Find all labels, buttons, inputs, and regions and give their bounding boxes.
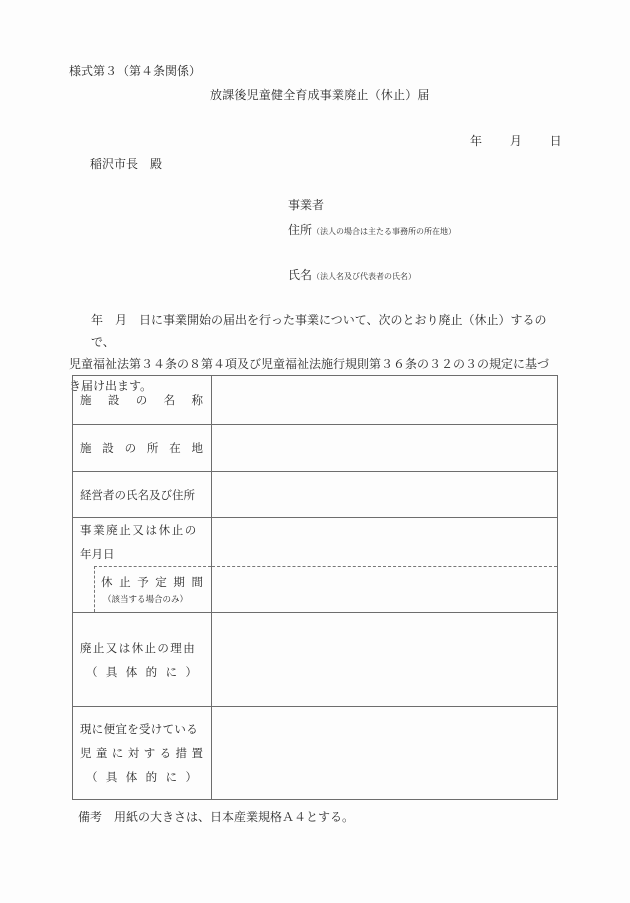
label-char: の [124,441,137,455]
field-suspension-period[interactable] [212,566,558,613]
label-char: 所 [146,441,159,455]
field-measures[interactable] [212,707,558,800]
spaced-label [80,660,211,684]
form-title: 放課後児童健全育成事業廃止（休止）届 [210,88,430,102]
label-char: 定 [155,574,167,589]
label-closure-date-line2: 年月日 [80,547,115,561]
label-suspension-period [73,566,212,613]
label-measures [73,707,212,800]
label-char: ） [185,770,197,784]
label-char: 体 [125,770,138,784]
label-char: 名 [163,393,176,407]
table-row-measures [73,707,558,800]
label-char: 称 [191,393,203,407]
address-note: （法人の場合は主たる事務所の所在地） [312,227,457,236]
date-year-field[interactable]: 年 [470,134,483,148]
label-char: 置 [191,746,203,760]
label-char: 施 [80,441,92,455]
label-facility-location [73,425,212,472]
label-char: に [111,746,124,760]
address-label: 住所 [288,223,313,237]
declaration-line-3: き届け出ます。 [69,379,153,393]
table-row-suspension-period [73,566,558,613]
table-row-operator [73,472,558,518]
field-operator[interactable] [212,472,558,518]
label-char: 設 [107,393,120,407]
label-char: 地 [191,441,203,455]
label-char: 予 [137,574,149,589]
field-facility-location[interactable] [212,425,558,472]
form-number: 様式第３（第４条関係） [69,64,202,78]
label-measures-line1: 現に便宜を受けている [80,722,198,736]
label-closure-date [73,518,212,567]
date-line [470,132,562,149]
label-char: 期 [173,574,185,589]
table-row-facility-location [73,425,558,472]
spaced-label [80,741,211,765]
date-day-field[interactable]: 日 [549,134,562,148]
field-reason[interactable] [212,613,558,707]
applicant-address[interactable] [288,219,456,238]
label-char: 具 [105,770,118,784]
label-char: 児 [80,746,92,760]
label-char: 的 [145,664,158,679]
label-char: に [165,770,178,784]
footer-note: 備考 用紙の大きさは、日本産業規格Ａ４とする。 [78,810,355,824]
spaced-label [80,388,211,412]
label-char: 童 [95,746,108,760]
addressee: 稲沢市長 殿 [90,157,163,171]
label-char: 止 [119,574,131,589]
label-reason-line1: 廃止又は休止の理由 [80,640,197,655]
label-char: （ [86,664,98,679]
spaced-label [101,572,211,592]
label-char: の [135,393,148,407]
label-facility-name [73,376,212,425]
field-closure-date[interactable] [212,518,558,567]
label-closure-date-line1: 事業廃止又は休止の [80,523,198,537]
label-char: 具 [105,664,118,679]
name-note: （法人名及び代表者の氏名） [312,272,417,281]
label-char: 施 [80,393,92,407]
label-char: す [143,746,156,760]
label-char: 的 [145,770,158,784]
label-char: 休 [101,574,113,589]
label-operator: 経営者の氏名及び住所 [73,472,212,518]
label-char: 在 [169,441,181,455]
field-facility-name[interactable] [212,376,558,425]
label-reason [73,613,212,707]
label-char: 体 [125,664,138,679]
spaced-label [80,765,211,789]
table-row-reason [73,613,558,707]
label-char: 設 [102,441,114,455]
spaced-label [80,436,211,460]
date-month-field[interactable]: 月 [509,134,522,148]
notification-table [72,375,558,800]
label-suspension-note: （該当する場合のみ） [103,594,189,605]
declaration-line-1: 年 月 日に事業開始の届出を行った事業について、次のとおり廃止（休止）するので、 [91,313,547,349]
label-char: ） [185,664,197,679]
label-char: 対 [127,746,140,760]
label-char: 間 [191,574,203,589]
table-row-closure-date [73,518,558,567]
applicant-heading: 事業者 [288,198,325,212]
name-label: 氏名 [288,268,313,282]
declaration-line-2: 児童福祉法第３４条の８第４項及び児童福祉法施行規則第３６条の３２の３の規定に基づ [69,357,550,371]
label-char: 措 [175,746,188,760]
label-char: る [159,746,172,760]
applicant-name[interactable] [288,264,416,283]
table-row-facility-name [73,376,558,425]
label-char: （ [86,770,98,784]
label-char: に [165,664,178,679]
